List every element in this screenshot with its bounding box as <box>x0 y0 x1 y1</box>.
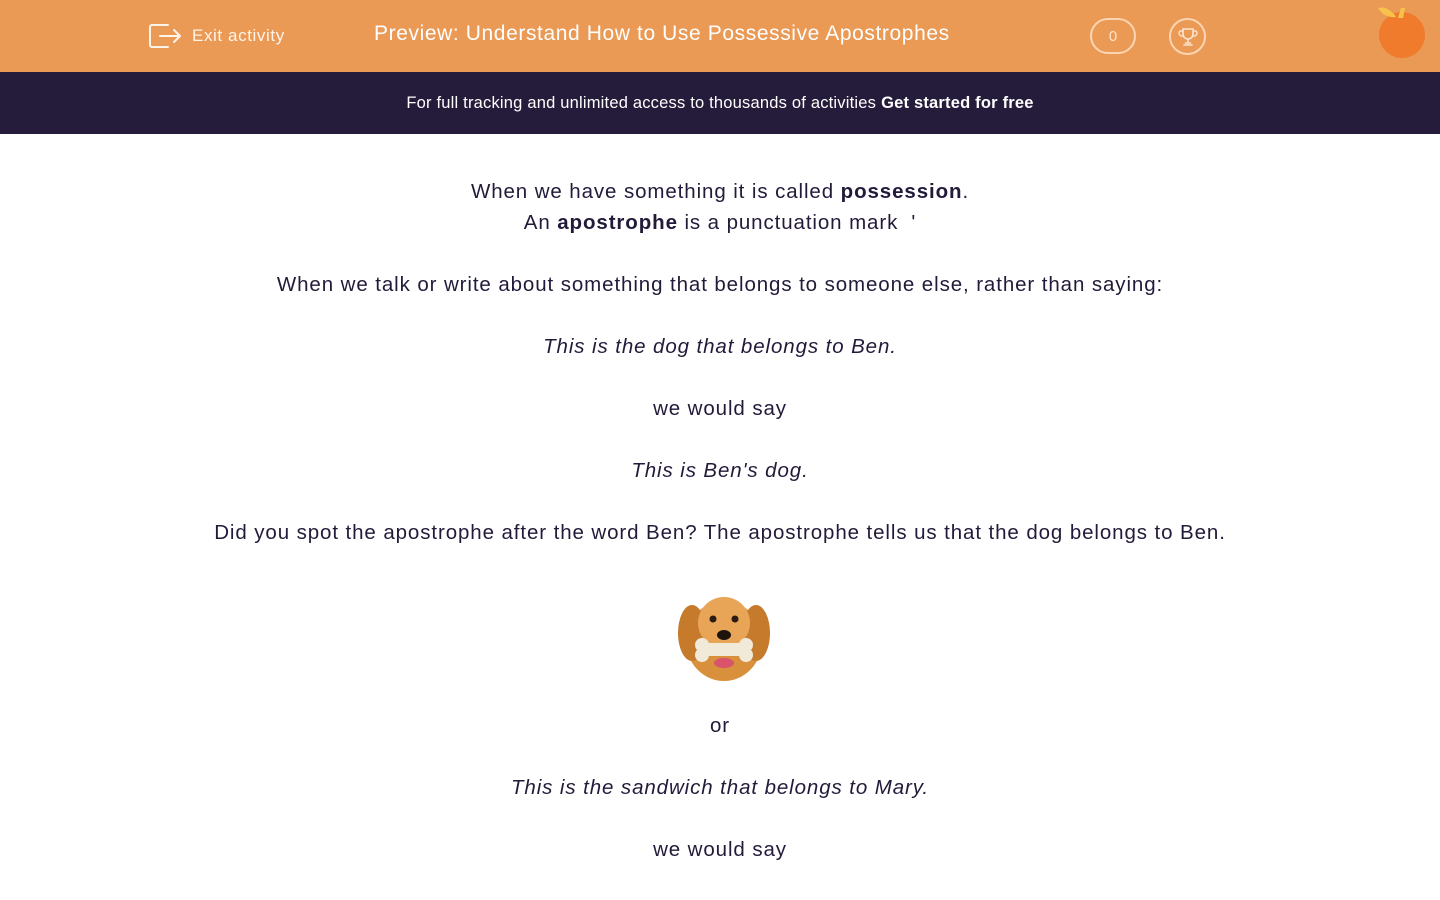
intro-punct: . <box>962 180 970 203</box>
get-started-link[interactable]: Get started for free <box>881 93 1034 112</box>
intro-text: When we have something it is called <box>470 180 841 203</box>
score-counter: 0 <box>1090 18 1136 54</box>
activity-title: Preview: Understand How to Use Possessive Apostrophes <box>374 22 950 45</box>
trophy-button[interactable] <box>1169 18 1206 55</box>
orange-logo <box>1374 4 1428 60</box>
exit-activity-button[interactable] <box>148 20 285 52</box>
we-would-say-text: we would say <box>653 397 787 420</box>
dog-image <box>674 583 774 681</box>
promo-text: For full tracking and unlimited access to thousands of activities <box>406 93 877 112</box>
or-text: or <box>709 714 731 737</box>
trophy-icon <box>1177 26 1199 48</box>
term-apostrophe: apostrophe <box>557 211 678 234</box>
intro-text: is a punctuation mark ' <box>677 211 917 234</box>
example-short-dog: This is Ben's dog. <box>631 459 809 482</box>
we-would-say-text-2: we would say <box>653 838 787 861</box>
example-long-sandwich: This is the sandwich that belongs to Mary. <box>511 776 929 799</box>
explanation-line: When we talk or write about something that belongs to someone else, rather than saying: <box>276 273 1164 296</box>
intro-line-apostrophe <box>0 211 1440 235</box>
term-possession: possession <box>840 180 963 203</box>
exit-activity-label: Exit activity <box>192 26 285 45</box>
promo-banner <box>0 72 1440 134</box>
exit-icon <box>148 21 182 51</box>
intro-text: An <box>523 211 558 234</box>
example-long-dog: This is the dog that belongs to Ben. <box>543 335 897 358</box>
apostrophe-explanation: Did you spot the apostrophe after the word Ben? The apostrophe tells us that the dog belongs to Ben. <box>214 521 1226 544</box>
intro-line-possession <box>0 180 1440 204</box>
top-bar <box>0 0 1440 72</box>
